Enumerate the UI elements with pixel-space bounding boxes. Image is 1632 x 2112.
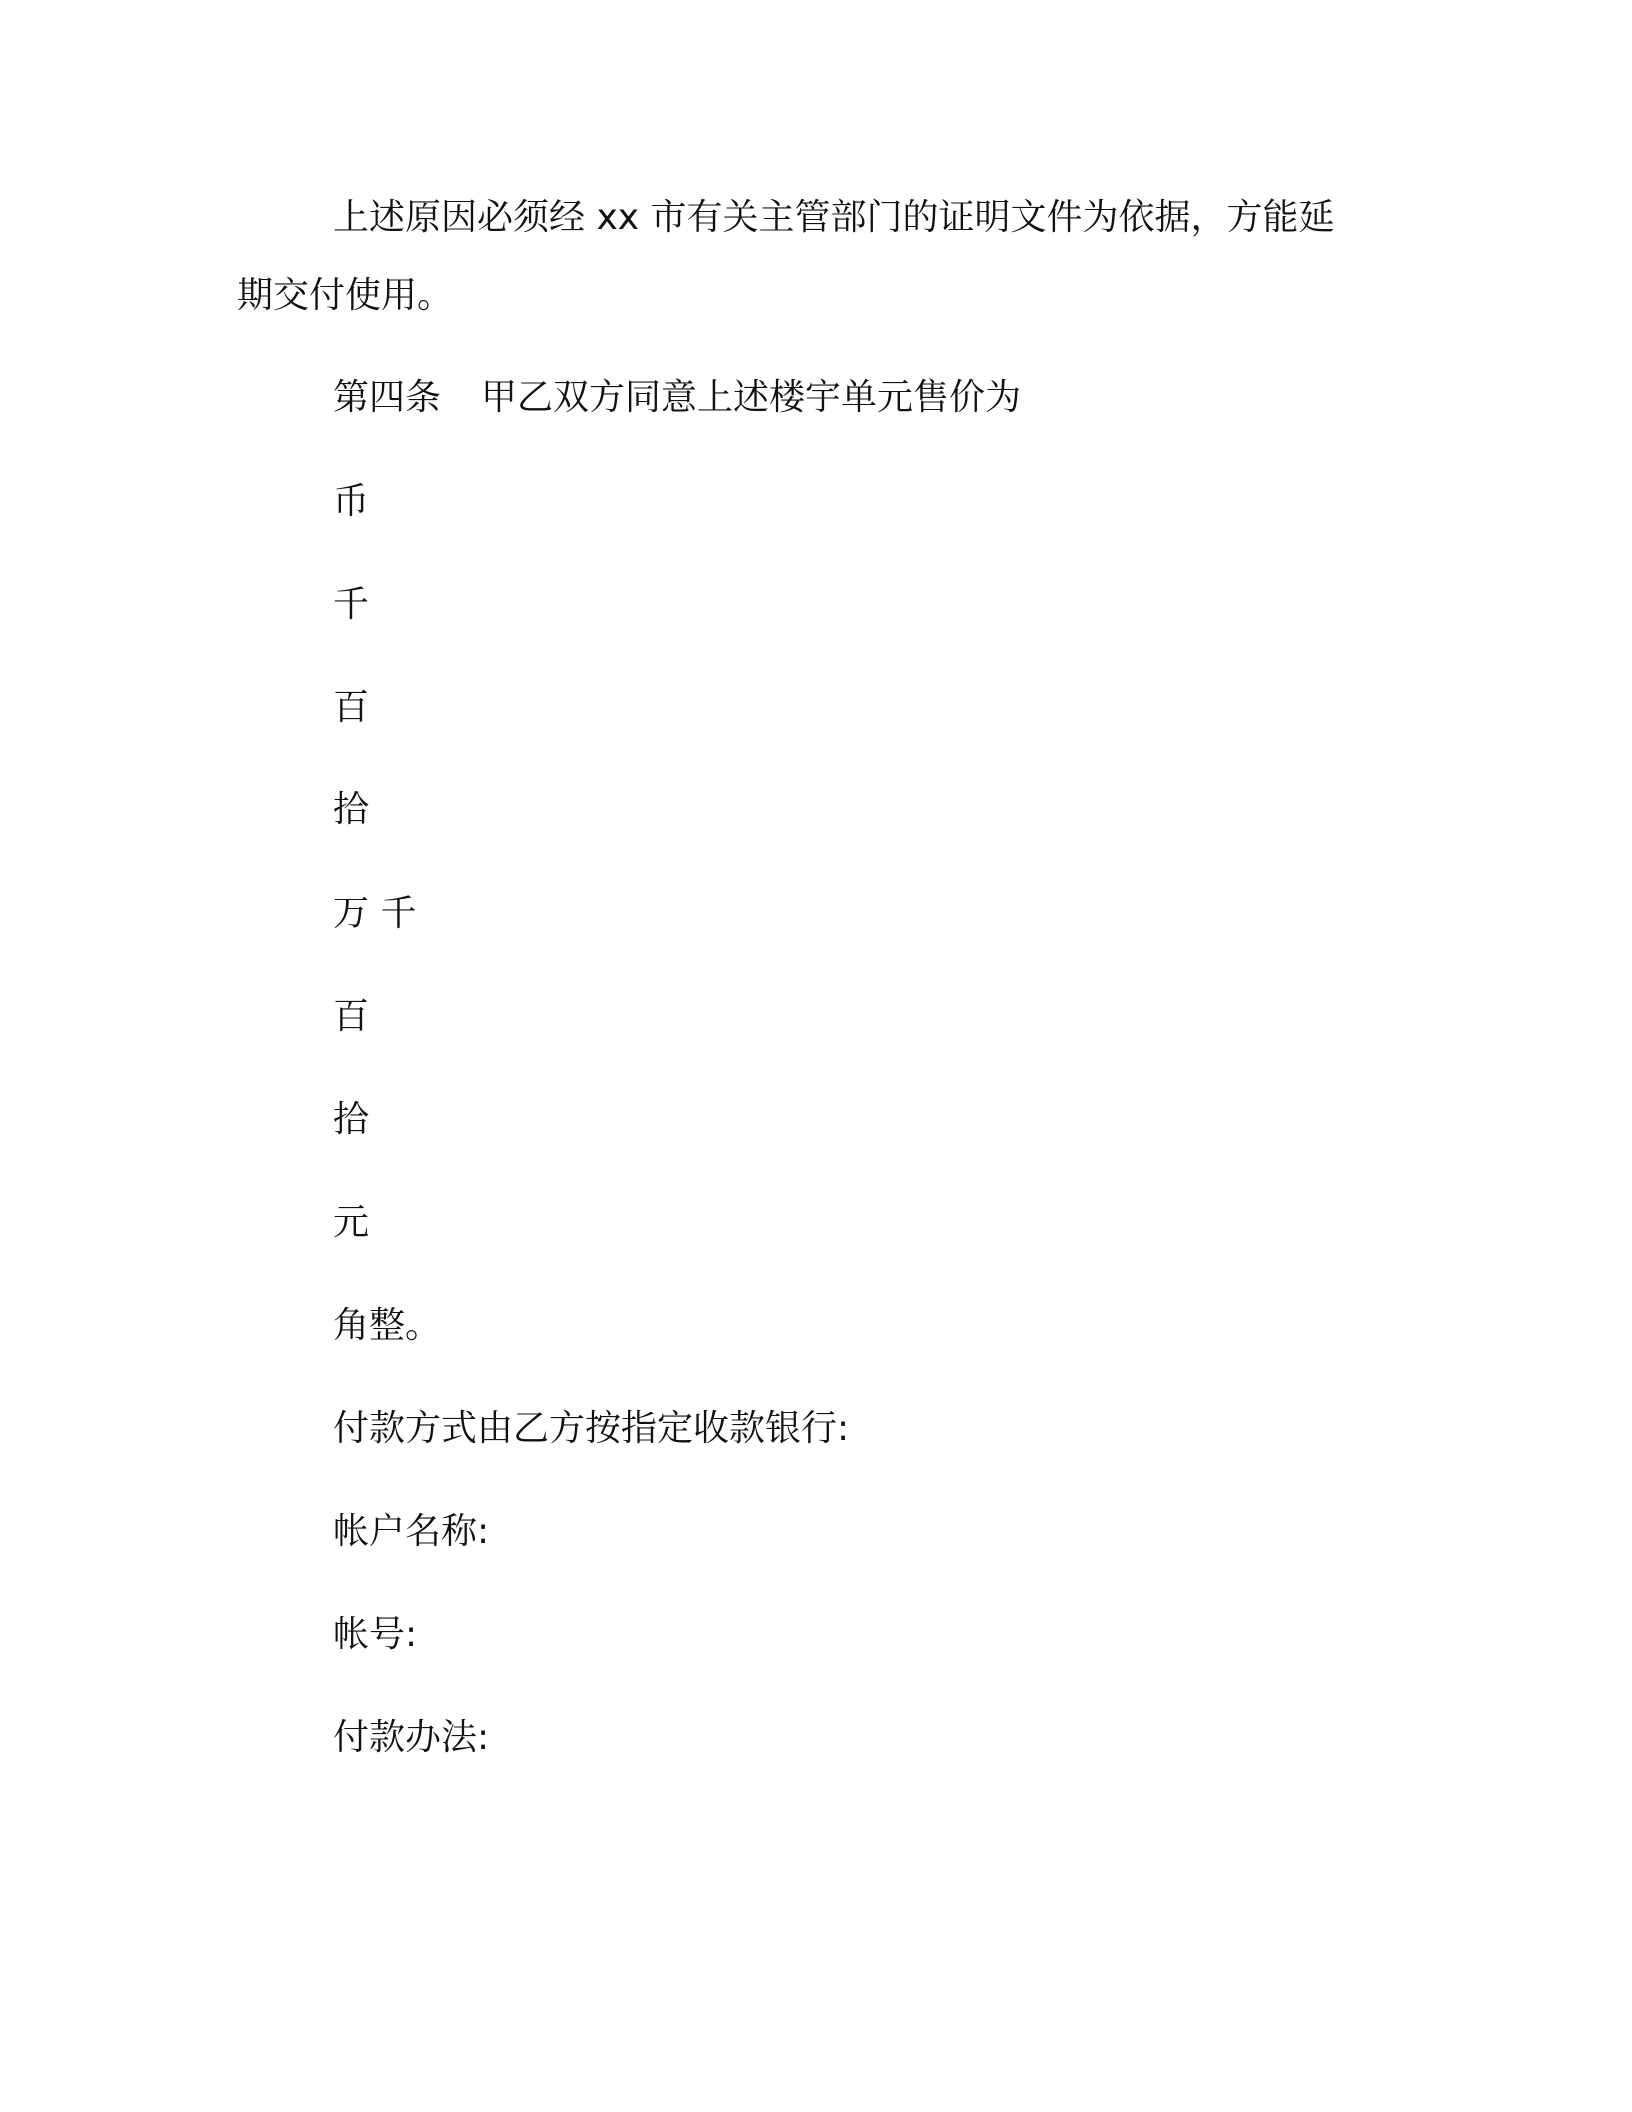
price-line: 元 [333, 1202, 370, 1243]
price-line: 拾 [333, 789, 370, 830]
payment-terms-label: 付款办法: [333, 1717, 490, 1758]
paragraph-line-1: 上述原因必须经 xx 市有关主管部门的证明文件为依据，方能延 [333, 197, 1335, 238]
price-line: 百 [333, 687, 370, 728]
paragraph-line-2: 期交付使用。 [237, 275, 454, 316]
payment-method: 付款方式由乙方按指定收款银行: [333, 1408, 850, 1449]
price-line: 千 [333, 584, 370, 625]
price-line: 币 [333, 481, 370, 522]
article-text: 甲乙双方同意上述楼宇单元售价为 [481, 377, 1022, 418]
account-name-label: 帐户名称: [333, 1511, 490, 1552]
price-line: 拾 [333, 1099, 370, 1140]
article-4-heading [333, 376, 1021, 420]
price-line: 角整。 [333, 1305, 442, 1346]
account-number-label: 帐号: [333, 1614, 418, 1655]
price-line: 百 [333, 996, 370, 1037]
article-number: 第四条 [333, 377, 442, 418]
price-line: 万 千 [333, 893, 417, 934]
